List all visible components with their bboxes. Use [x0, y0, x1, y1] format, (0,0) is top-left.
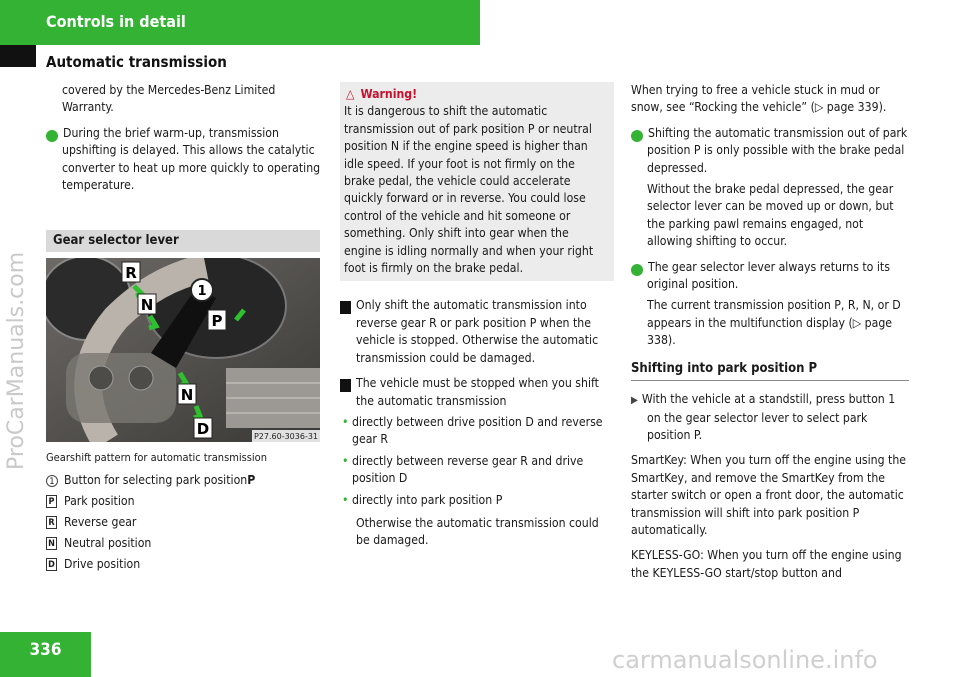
- gear-selector-header: Gear selector lever: [46, 230, 320, 252]
- header-marker: [0, 45, 36, 67]
- intro-text: covered by the Mercedes-Benz Limited Warranty.: [62, 83, 276, 115]
- keyless-text: KEYLESS-GO: When you turn off the engine using the KEYLESS-GO start/stop button and: [631, 548, 902, 580]
- legend-item: R Reverse gear: [46, 511, 322, 532]
- subsection-title: Automatic transmission: [46, 53, 227, 71]
- warning-triangle-icon: △: [346, 87, 355, 101]
- svg-text:N: N: [180, 386, 194, 404]
- stuck-vehicle-text: When trying to free a vehicle stuck in mud or snow, see “Rocking the vehicle” (▷ page 339).: [631, 83, 887, 115]
- bullet-item: • directly between reverse gear R and drive position D: [342, 453, 584, 486]
- info-brake-detail: Without the brake pedal depressed, the gear selector lever can be moved up or down, but the parking pawl remains engaged, not allowing shifting to occur.: [647, 182, 894, 249]
- label-D: [194, 418, 212, 438]
- info-icon: i: [631, 130, 643, 142]
- watermark-bottom: carmanualsonline.info: [612, 646, 878, 674]
- gear-selector-photo: [46, 258, 320, 442]
- legend-item: 1 Button for selecting park position P: [46, 469, 322, 490]
- legend-item: P Park position: [46, 490, 322, 511]
- warning-text: It is dangerous to shift the automatic transmission out of park position P or neutral position N if the engine speed is higher than idle speed. If your foot is not firmly on the brake pedal, the vehicle could accelerate quickly forward or in reverse. You could lose control of the vehicle and hit someone or something. Only shift into gear when the engine is idling normally and when your right foot is firmly on the brake pedal.: [344, 104, 594, 276]
- key-R-icon: R: [46, 516, 57, 529]
- bullet-icon: •: [342, 414, 352, 429]
- column-2: [335, 82, 614, 558]
- smartkey-text: SmartKey: When you turn off the engine using the SmartKey, and remove the SmartKey from the starter switch or open a front door, the automatic transmission will shift into park position P automatically.: [631, 453, 907, 537]
- page-number: 336: [29, 640, 62, 660]
- legend-item: D Drive position: [46, 553, 322, 574]
- warning-title: Warning!: [360, 87, 418, 101]
- column-3: [627, 82, 909, 590]
- figure-code: P27.60-3036-31: [253, 432, 319, 441]
- label-N-bottom: [178, 384, 196, 404]
- bullet-item: • directly between drive position D and reverse gear R: [342, 414, 603, 447]
- info-icon: i: [46, 130, 58, 142]
- exclamation-icon: !: [340, 301, 351, 314]
- key-N-icon: N: [46, 537, 57, 550]
- section-heading: Shifting into park position P: [631, 360, 909, 381]
- label-button-1: [191, 279, 213, 301]
- step-arrow-icon: ▶: [631, 395, 638, 407]
- label-P: [208, 310, 226, 330]
- info-returns: i The gear selector lever always returns to its original position.: [627, 259, 890, 292]
- svg-text:1: 1: [197, 284, 207, 299]
- step-item: ▶ With the vehicle at a standstill, press button 1 on the gear selector lever to select park position P.: [631, 392, 896, 442]
- legend-list: [46, 469, 322, 574]
- svg-text:N: N: [140, 296, 154, 314]
- bullet-icon: •: [342, 453, 352, 468]
- warning-box: [340, 82, 614, 281]
- section-title: Controls in detail: [46, 12, 186, 31]
- key-D-icon: D: [46, 558, 57, 571]
- svg-text:D: D: [196, 420, 210, 438]
- svg-text:R: R: [125, 264, 137, 282]
- info-warmup: i During the brief warm-up, transmission upshifting is delayed. This allows the catalytic converter to heat up more quickly to operating temperature.: [42, 125, 321, 193]
- bullet-icon: •: [342, 492, 352, 507]
- exclamation-icon: !: [340, 379, 351, 392]
- callout-1-icon: 1: [46, 475, 58, 487]
- info-brake: i Shifting the automatic transmission out of park position P is only possible with the brake pedal depressed.: [627, 125, 908, 175]
- bullet-item: • directly into park position P: [342, 492, 503, 507]
- info-returns-detail: The current transmission position P, R, N, or D appears in the multifunction display (▷ page 338).: [647, 298, 901, 348]
- watermark-side: ProCarManuals.com: [4, 251, 29, 470]
- note-stopped: ! The vehicle must be stopped when you shift the automatic transmission: [335, 376, 599, 408]
- svg-text:P: P: [211, 312, 223, 330]
- legend-item: N Neutral position: [46, 532, 322, 553]
- label-R: [122, 262, 140, 282]
- closing-text: Otherwise the automatic transmission could be damaged.: [356, 515, 599, 548]
- note-reverse: ! Only shift the automatic transmission into reverse gear R or park position P when the vehicle is stopped. Otherwise the automatic transmission could be damaged.: [335, 298, 599, 365]
- figure-caption: Gearshift pattern for automatic transmission: [46, 451, 268, 464]
- key-P-icon: P: [46, 495, 57, 508]
- info-icon: i: [631, 264, 643, 276]
- column-1: [42, 82, 322, 202]
- label-N-top: [138, 294, 156, 314]
